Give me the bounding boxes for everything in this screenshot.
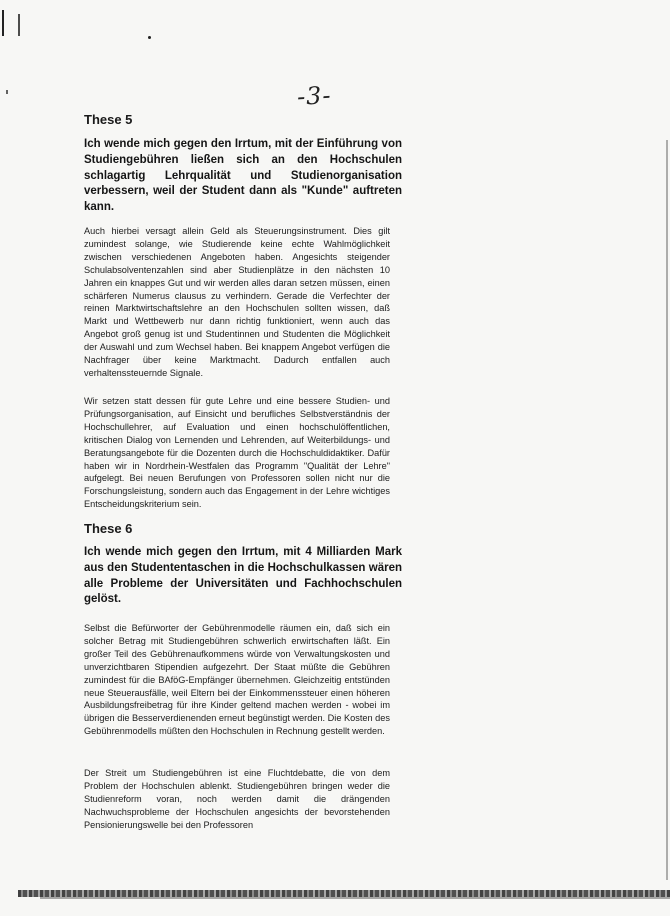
these-6-paragraph-2: Der Streit um Studiengebühren ist eine Fluchtdebatte, die von dem Problem der Hochschulen ablenkt. Studiengebühren bringen weder die Studienreform voran, noch werden damit die drängenden Nachwuchsprobleme der Hochschulen angesichts der bevorstehenden Pensionierungswelle bei den Professoren xyxy=(84,768,390,830)
scan-artifact-left-edge xyxy=(2,10,4,36)
these-6-heading: These 6 xyxy=(84,521,133,536)
scan-artifact-speck xyxy=(148,36,151,39)
these-5-heading: These 5 xyxy=(84,112,133,127)
scan-artifact-right-edge xyxy=(666,140,668,880)
scan-bottom-edge xyxy=(18,890,670,897)
these-5-paragraph-1: Auch hierbei versagt allein Geld als Steuerungsinstrument. Dies gilt zumindest solange, wie Studierende keine echte Wahlmöglichkeit zwischen verschiedenen Angeboten haben. Angesichts steigender Schulabsolventenzahlen sind aber Studienplätze in den nächsten 10 Jahren ein knappes Gut und wir werden alles daran setzen müssen, einen schärferen Numerus clausus zu verhindern. Gerade die Verfechter der reinen Marktwirtschaftslehre an den Hochschulen sollten wissen, daß Markt und Wettbewerb nur dann richtig funktioniert, wenn auch das Angebot groß genug ist und Studentinnen und Studenten die Möglichkeit der Auswahl und zum Wechsel haben. Bei knappem Angebot verfügen die Nachfrager über keine Marktmacht. Dadurch entfallen auch verhaltenssteuernde Signale. xyxy=(84,226,390,378)
scan-artifact-left-mark xyxy=(6,90,8,94)
scan-bottom-shadow xyxy=(40,897,670,899)
page-number: -3- xyxy=(296,81,333,111)
scan-artifact-top-dot xyxy=(18,14,20,36)
these-6-paragraph-1: Selbst die Befürworter der Gebührenmodelle räumen ein, daß sich ein solcher Betrag mit Studiengebühren schwerlich erwirtschaften läßt. Ein großer Teil des Gebührenaufkommens würde von Verwaltungskosten und unverzichtbaren Stipendien aufgezehrt. Der Staat müßte die Gebühren zumindest für die BAföG-Empfänger übernehmen. Gleichzeitig entstünden neue Steuerausfälle, weil Eltern bei der Einkommenssteuer einen höheren Ausbildungsfreibetrag für ihre Kinder geltend machen werden - wobei im übrigen die Besserverdienenden erneut begünstigt werden. Die Kosten des Gebührenmodells müßten den Hochschulen in Rechnung gestellt werden. xyxy=(84,623,390,737)
these-6-thesis: Ich wende mich gegen den Irrtum, mit 4 Milliarden Mark aus den Studententaschen in die Hochschulkassen wären alle Probleme der Universitäten und Fachhochschulen gelöst. xyxy=(84,546,402,606)
these-5-paragraph-2: Wir setzen statt dessen für gute Lehre und eine bessere Studien- und Prüfungsorganisation, auf Einsicht und berufliches Selbstverständnis der Hochschullehrer, auf Evaluation und einen hochschulöffentlichen, kritischen Dialog von Lernenden und Lehrenden, auf Weiterbildungs- und Beratungsangebote für die Dozenten durch die Hochschuldidaktiker. Dafür haben wir in Nordrhein-Westfalen das Programm "Qualität der Lehre" aufgelegt. Bei neuen Berufungen von Professoren sollen nicht nur die Forschungsleistung, sondern auch das Engagement in der Lehre wichtiges Entscheidungskriterium sein. xyxy=(84,396,390,510)
these-5-thesis: Ich wende mich gegen den Irrtum, mit der Einführung von Studiengebühren ließen sich an den Hochschulen schlagartig Lehrqualität und Studienorganisation verbessern, weil der Student dann als "Kunde" auftreten kann. xyxy=(84,138,402,214)
